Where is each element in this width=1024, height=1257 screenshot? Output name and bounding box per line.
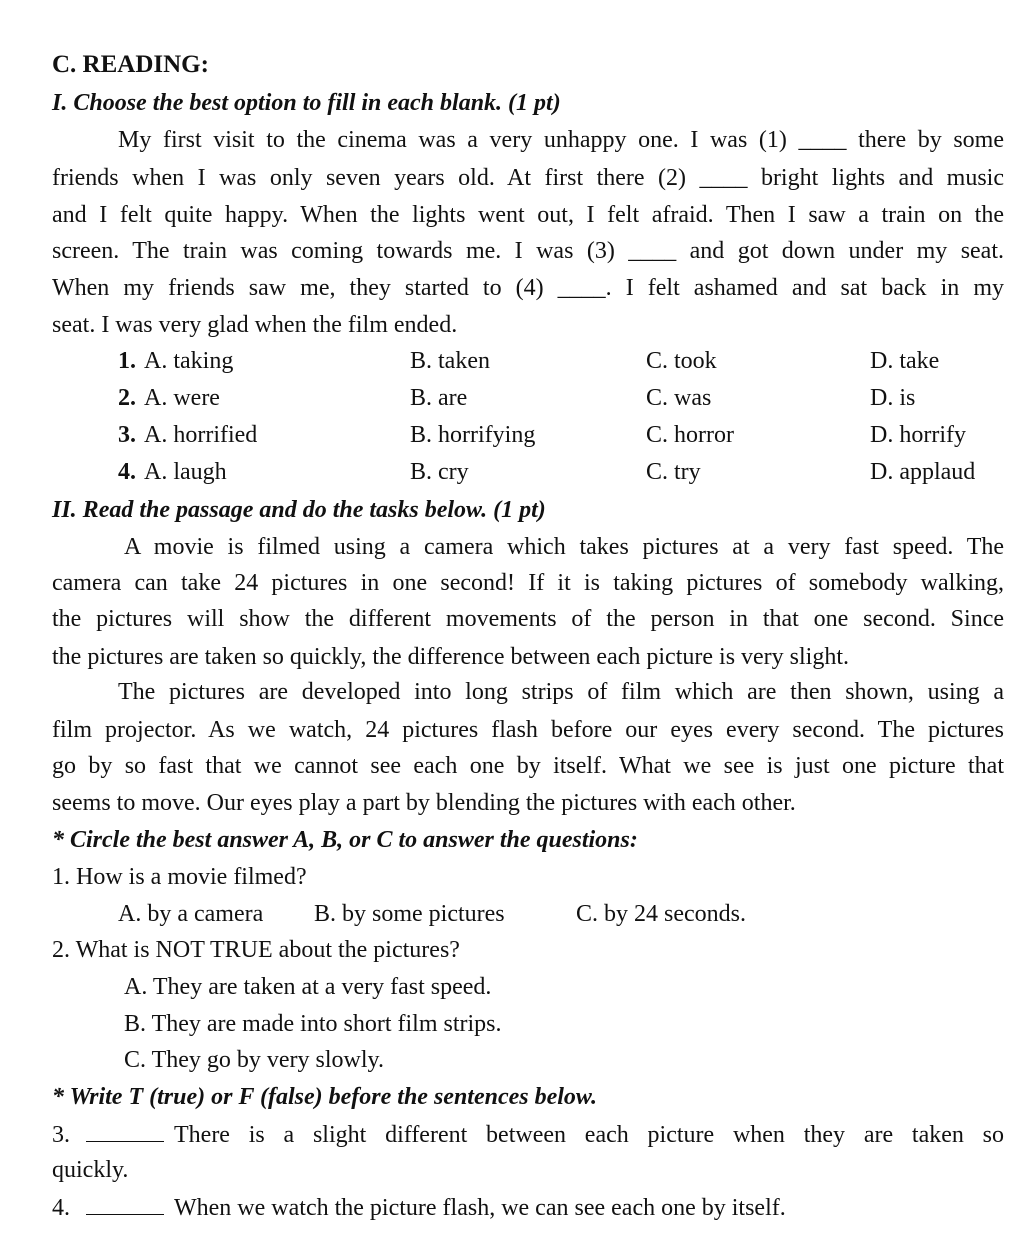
question-3-number: 3. <box>52 1122 70 1148</box>
section-title: C. READING: <box>52 51 209 78</box>
question-4-number: 4. <box>52 1195 70 1221</box>
part2-heading: II. Read the passage and do the tasks below. (1 pt) <box>52 497 546 523</box>
option-c[interactable]: C. horror <box>646 422 734 448</box>
part2-passage-line: the pictures will show the different movements of the person in that one second. Since <box>52 606 1004 632</box>
question-4 <box>52 1192 786 1223</box>
question-3 <box>52 1119 1004 1150</box>
option-a[interactable]: A. laugh <box>144 459 227 485</box>
part2-passage-line: camera can take 24 pictures in one second! If it is taking pictures of somebody walking, <box>52 570 1004 596</box>
option-c[interactable]: C. took <box>646 348 717 374</box>
part1-passage-line: seat. I was very glad when the film ended. <box>52 312 458 338</box>
question-2: 2. What is NOT TRUE about the pictures? <box>52 937 460 963</box>
question-3-text: There is a slight different between each picture when they are taken so <box>174 1122 1004 1148</box>
question-number: 4. <box>118 459 136 485</box>
answer-b[interactable]: B. They are made into short film strips. <box>124 1011 502 1037</box>
part2-passage-line: seems to move. Our eyes play a part by blending the pictures with each other. <box>52 790 796 816</box>
question-1: 1. How is a movie filmed? <box>52 864 307 890</box>
answer-c[interactable]: C. by 24 seconds. <box>576 901 746 927</box>
part2-passage-line: film projector. As we watch, 24 pictures flash before our eyes every second. The pictures <box>52 717 1004 743</box>
option-b[interactable]: B. taken <box>410 348 490 374</box>
option-b[interactable]: B. are <box>410 385 468 411</box>
option-d[interactable]: D. take <box>870 348 940 374</box>
part1-passage-line: friends when I was only seven years old. At first there (2) ____ bright lights and music <box>52 165 1004 191</box>
option-a[interactable]: A. were <box>144 385 220 411</box>
option-b[interactable]: B. horrifying <box>410 422 536 448</box>
part1-passage-line: and I felt quite happy. When the lights went out, I felt afraid. Then I saw a train on the <box>52 202 1004 228</box>
answer-blank[interactable] <box>86 1192 164 1215</box>
option-b[interactable]: B. cry <box>410 459 469 485</box>
part1-passage-line: My first visit to the cinema was a very unhappy one. I was (1) ____ there by some <box>118 127 1004 153</box>
part1-heading: I. Choose the best option to fill in each blank. (1 pt) <box>52 90 561 116</box>
answer-a[interactable]: A. They are taken at a very fast speed. <box>124 974 492 1000</box>
answer-c[interactable]: C. They go by very slowly. <box>124 1047 384 1073</box>
answer-blank[interactable] <box>86 1119 164 1142</box>
answer-a[interactable]: A. by a camera <box>118 901 264 927</box>
question-number: 3. <box>118 422 136 448</box>
option-d[interactable]: D. is <box>870 385 916 411</box>
option-c[interactable]: C. was <box>646 385 712 411</box>
part2-passage-line: the pictures are taken so quickly, the difference between each picture is very slight. <box>52 644 850 670</box>
part1-passage-line: When my friends saw me, they started to (4) ____. I felt ashamed and sat back in my <box>52 275 1004 301</box>
part2-passage-line: The pictures are developed into long strips of film which are then shown, using a <box>118 679 1004 705</box>
option-a[interactable]: A. taking <box>144 348 234 374</box>
option-c[interactable]: C. try <box>646 459 701 485</box>
part2-passage-line: A movie is filmed using a camera which takes pictures at a very fast speed. The <box>124 534 1004 560</box>
question-number: 1. <box>118 348 136 374</box>
option-d[interactable]: D. horrify <box>870 422 966 448</box>
answer-b[interactable]: B. by some pictures <box>314 901 505 927</box>
task1-heading: * Circle the best answer A, B, or C to answer the questions: <box>52 827 638 853</box>
question-3-continued: quickly. <box>52 1157 129 1183</box>
part1-passage-line: screen. The train was coming towards me. I was (3) ____ and got down under my seat. <box>52 238 1004 264</box>
question-number: 2. <box>118 385 136 411</box>
part2-passage-line: go by so fast that we cannot see each one by itself. What we see is just one picture that <box>52 753 1004 779</box>
question-4-text: When we watch the picture flash, we can see each one by itself. <box>174 1195 786 1221</box>
option-d[interactable]: D. applaud <box>870 459 976 485</box>
option-a[interactable]: A. horrified <box>144 422 258 448</box>
task2-heading: * Write T (true) or F (false) before the sentences below. <box>52 1084 598 1110</box>
